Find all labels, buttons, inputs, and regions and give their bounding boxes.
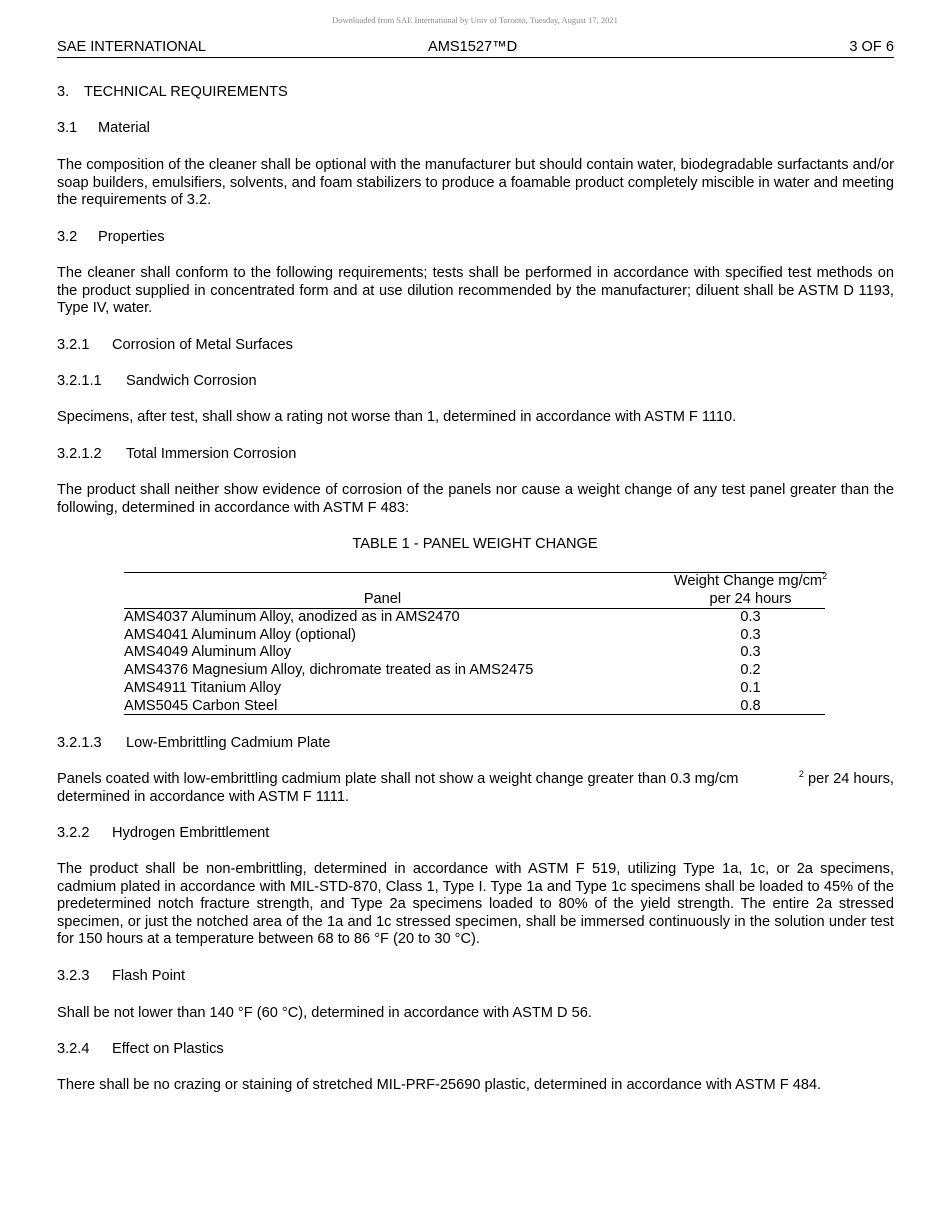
section-heading-3-2-1-1 (57, 373, 894, 391)
weight-change-period: per 24 hours (709, 590, 792, 607)
publisher-name: SAE INTERNATIONAL (57, 39, 206, 55)
section-title: Corrosion of Metal Surfaces (112, 337, 293, 353)
column-header-panel: Panel (363, 591, 402, 607)
section-heading-3-2-2 (57, 825, 894, 843)
section-title: Hydrogen Embrittlement (112, 825, 270, 841)
section-number: 3.2.2 (57, 825, 90, 841)
material-paragraph: The composition of the cleaner shall be optional with the manufacturer but should contain water, biodegradable surfactants and/or soap builders, emulsifiers, solvents, and foam stabilizers to produce a foamable product completely miscible in water and meeting the requirements of 3.2. (57, 157, 894, 209)
section-number: 3.1 (57, 120, 78, 136)
value-cell: 0.1 (740, 680, 761, 696)
page-number: 3 OF 6 (849, 39, 894, 55)
table-bottom-rule (124, 714, 825, 715)
effect-on-plastics-paragraph: There shall be no crazing or staining of stretched MIL-PRF-25690 plastic, determined in accordance with ASTM F 484. (57, 1077, 822, 1093)
superscript: 2 (798, 769, 804, 779)
section-title: Material (98, 120, 150, 136)
download-watermark: Downloaded from SAE International by Univ of Toronto, Tuesday, August 17, 2021 (332, 15, 618, 25)
value-cell: 0.3 (740, 609, 761, 625)
weight-change-label: Weight Change mg/cm (673, 573, 823, 589)
panel-cell: AMS4037 Aluminum Alloy, anodized as in AMS2470 (124, 609, 460, 625)
section-heading-3-2-3 (57, 968, 894, 986)
section-heading-3-2-1-2 (57, 446, 894, 464)
section-heading-3 (57, 84, 894, 102)
section-heading-3-2 (57, 229, 894, 247)
section-title: Total Immersion Corrosion (126, 446, 297, 462)
value-cell: 0.3 (740, 644, 761, 660)
section-title: TECHNICAL REQUIREMENTS (84, 84, 288, 100)
total-immersion-paragraph: The product shall neither show evidence of corrosion of the panels nor cause a weight change of any test panel greater than the following, determined in accordance with ASTM F 483: (57, 482, 894, 516)
value-cell: 0.2 (740, 662, 761, 678)
panel-cell: AMS5045 Carbon Steel (124, 698, 278, 714)
section-number: 3.2.1.1 (57, 373, 102, 389)
section-number: 3.2.1.3 (57, 735, 102, 751)
panel-cell: AMS4376 Magnesium Alloy, dichromate treated as in AMS2475 (124, 662, 534, 678)
table-row (124, 662, 825, 680)
section-heading-3-2-4 (57, 1041, 894, 1059)
cadmium-text-part-c: determined in accordance with ASTM F 1111. (57, 788, 350, 805)
cadmium-paragraph-line-1 (57, 771, 894, 789)
section-heading-3-2-1-3 (57, 735, 894, 753)
section-title: Sandwich Corrosion (126, 373, 257, 389)
section-title: Properties (98, 229, 165, 245)
table-title: TABLE 1 - PANEL WEIGHT CHANGE (352, 536, 598, 552)
cadmium-text-part-a: Panels coated with low-embrittling cadmium plate shall not show a weight change greater than 0.3 mg/cm (57, 771, 739, 787)
section-title: Low-Embrittling Cadmium Plate (126, 735, 331, 751)
panel-cell: AMS4911 Titanium Alloy (124, 680, 282, 696)
section-heading-3-1 (57, 120, 894, 138)
section-number: 3.2.4 (57, 1041, 90, 1057)
sandwich-corrosion-paragraph: Specimens, after test, shall show a rating not worse than 1, determined in accordance with ASTM F 1110. (57, 409, 737, 425)
section-number: 3. (57, 84, 70, 100)
table-row (124, 680, 825, 698)
table-row (124, 627, 825, 645)
flash-point-paragraph: Shall be not lower than 140 °F (60 °C), determined in accordance with ASTM D 56. (57, 1005, 592, 1021)
cadmium-plate-paragraph (57, 771, 894, 806)
table-row (124, 609, 825, 627)
table-row (124, 644, 825, 662)
section-title: Effect on Plastics (112, 1041, 224, 1057)
section-number: 3.2.1.2 (57, 446, 102, 462)
panel-cell: AMS4041 Aluminum Alloy (optional) (124, 627, 356, 643)
section-heading-3-2-1 (57, 337, 894, 355)
properties-paragraph: The cleaner shall conform to the following requirements; tests shall be performed in accordance with specified test methods on the product supplied in concentrated form and at use dilution recommended by the manufacturer; diluent shall be ASTM D 1193, Type IV, water. (57, 265, 894, 317)
section-number: 3.2.1 (57, 337, 90, 353)
section-title: Flash Point (112, 968, 186, 984)
section-number: 3.2 (57, 229, 78, 245)
value-cell: 0.8 (740, 698, 761, 714)
document-number: AMS1527™D (428, 39, 518, 55)
running-header (57, 39, 894, 58)
hydrogen-embrittlement-paragraph: The product shall be non-embrittling, determined in accordance with ASTM F 519, utilizing Type 1a, 1c, or 2a specimens, cadmium plated in accordance with MIL-STD-870, Class 1, Type I. Type 1a and Type 1c specimens shall be loaded to 45% of the predetermined notch fracture strength, and Type 2a specimens loaded to 80% of the yield strength. The entire 2a stressed specimen, or just the notched area of the 1a and 1c stressed specimen, shall be immersed continuously in the solution under test for 150 hours at a temperature between 68 to 86 °F (20 to 30 °C). (57, 861, 894, 948)
cadmium-text-part-b: per 24 hours, (803, 771, 894, 787)
cadmium-text-end (799, 771, 894, 789)
value-cell: 0.3 (740, 627, 761, 643)
section-number: 3.2.3 (57, 968, 90, 984)
superscript: 2 (822, 571, 828, 581)
column-header-weight-change (641, 573, 860, 608)
panel-cell: AMS4049 Aluminum Alloy (124, 644, 292, 660)
